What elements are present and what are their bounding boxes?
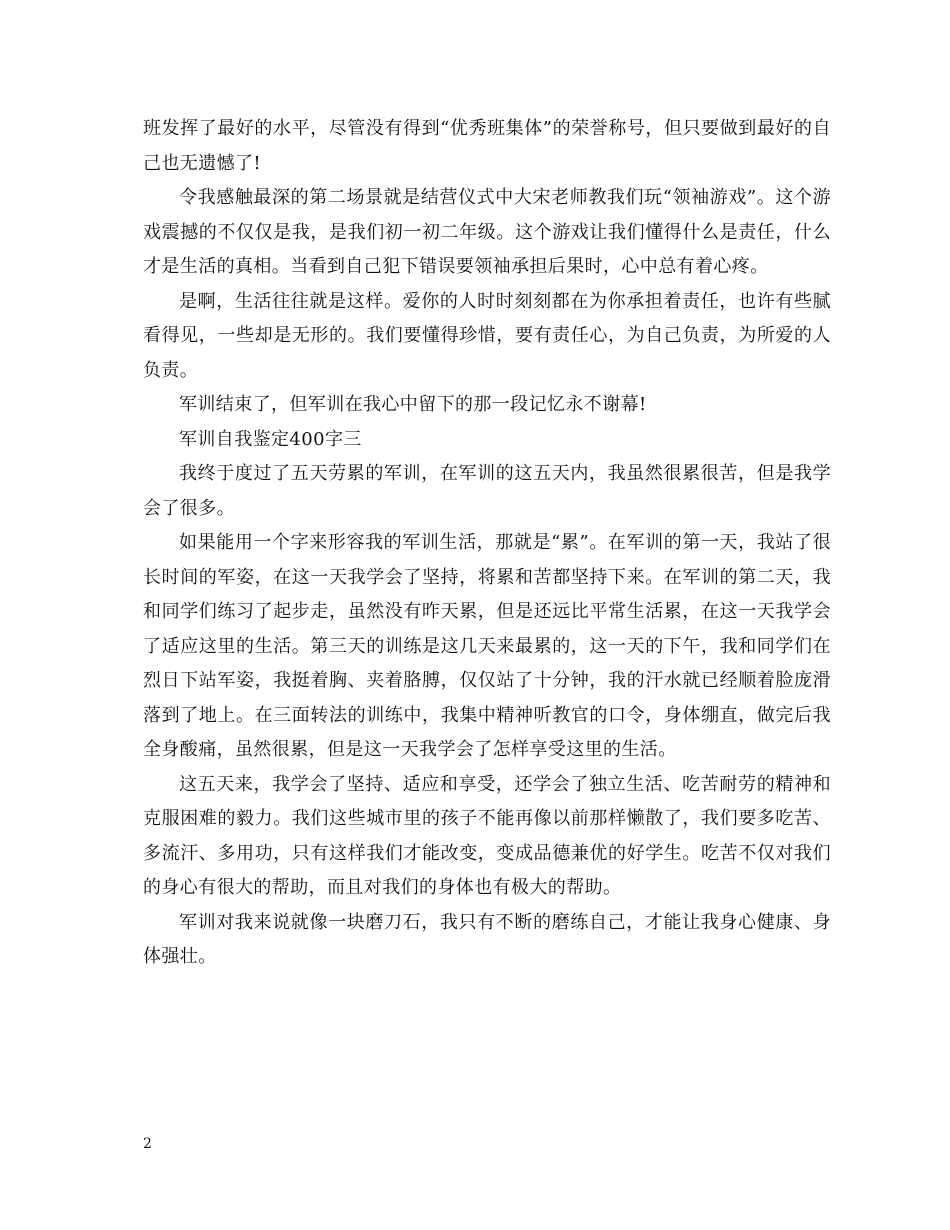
paragraph-4: 军训结束了，但军训在我心中留下的那一段记忆永不谢幕! — [179, 394, 647, 415]
paragraph-1: 班发挥了最好的水平，尽管没有得到“优秀班集体”的荣誉称号，但只要做到最好的自己也无遗憾了! — [143, 118, 831, 174]
page-number: 2 — [143, 1136, 152, 1152]
paragraph-7: 这五天来，我学会了坚持、适应和享受，还学会了独立生活、吃苦耐劳的精神和克服困难的毅力。我们这些城市里的孩子不能再像以前那样懒散了，我们要多吃苦、多流汗、多用功，只有这样我们才能改变，变成品德兼优的好学生。吃苦不仅对我们的身心有很大的帮助，而且对我们的身体也有极大的帮助。 — [143, 773, 831, 898]
paragraph-3: 是啊，生活往往就是这样。爱你的人时时刻刻都在为你承担着责任，也许有些腻看得见，一些却是无形的。我们要懂得珍惜，要有责任心，为自己负责，为所爱的人负责。 — [143, 290, 831, 381]
paragraph-6: 如果能用一个字来形容我的军训生活，那就是“累”。在军训的第一天，我站了很长时间的军姿，在这一天我学会了坚持，将累和苦都坚持下来。在军训的第二天，我和同学们练习了起步走，虽然没有昨天累，但是还远比平常生活累，在这一天我学会了适应这里的生活。第三天的训练是这几天来最累的，这一天的下午，我和同学们在烈日下站军姿，我挺着胸、夹着胳膊，仅仅站了十分钟，我的汗水就已经顺着脸庞滑落到了地上。在三面转法的训练中，我集中精神听教官的口令，身体绷直，做完后我全身酸痛，虽然很累，但是这一天我学会了怎样享受这里的生活。 — [143, 532, 831, 760]
section-heading: 军训自我鉴定400字三 — [179, 428, 362, 450]
paragraph-2: 令我感触最深的第二场景就是结营仪式中大宋老师教我们玩“领袖游戏”。这个游戏震撼的不仅仅是我，是我们初一初二年级。这个游戏让我们懂得什么是责任，什么才是生活的真相。当看到自己犯下错误要领袖承担后果时，心中总有着心疼。 — [143, 187, 831, 277]
body-text — [143, 112, 831, 975]
paragraph-8: 军训对我来说就像一块磨刀石，我只有不断的磨练自己，才能让我身心健康、身体强壮。 — [143, 911, 831, 967]
paragraph-5: 我终于度过了五天劳累的军训，在军训的这五天内，我虽然很累很苦，但是我学会了很多。 — [143, 463, 831, 519]
